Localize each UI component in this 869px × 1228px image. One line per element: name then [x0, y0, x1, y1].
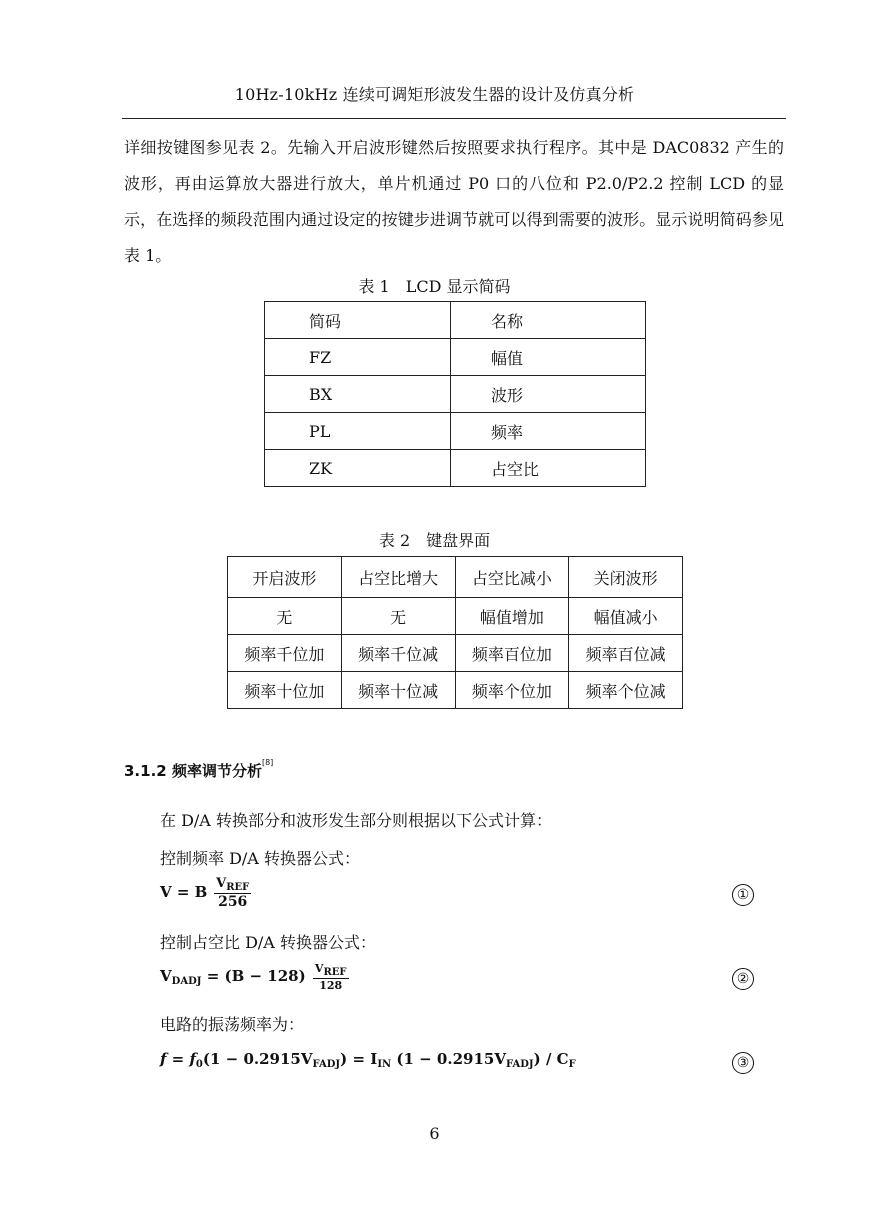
table1-caption: 表 1 LCD 显示简码: [358, 277, 511, 296]
table-cell: 频率百位减: [569, 635, 683, 672]
fraction: [313, 962, 349, 992]
subscript: F: [568, 1059, 576, 1070]
text-line: 在 D/A 转换部分和波形发生部分则根据以下公式计算：: [160, 811, 552, 830]
formula-3: [160, 1050, 576, 1070]
numerator: [313, 962, 349, 979]
table-cell: 频率千位减: [341, 635, 455, 672]
table-row: [265, 339, 646, 376]
section-title: 频率调节分析: [171, 762, 262, 780]
table-cell: 占空比: [451, 450, 646, 487]
subscript: DADJ: [171, 976, 202, 987]
table-row: [228, 557, 683, 598]
section-number: 3.1.2: [124, 762, 167, 780]
table-row: [265, 376, 646, 413]
table-cell: 频率百位加: [455, 635, 569, 672]
formula-text: ) / C: [533, 1050, 569, 1068]
table-cell: FZ: [265, 339, 451, 376]
formula-text: V: [216, 876, 227, 891]
page-number: 6: [429, 1124, 440, 1143]
fraction: [214, 876, 251, 910]
table-row: [228, 672, 683, 709]
table-cell: BX: [265, 376, 451, 413]
table-cell: 频率十位减: [341, 672, 455, 709]
table-cell: ZK: [265, 450, 451, 487]
equation-marker: ③: [732, 1052, 754, 1074]
formula-text: = (B − 128): [201, 967, 311, 985]
table-cell: 幅值增加: [455, 598, 569, 635]
formula-text: ) = I: [340, 1050, 378, 1068]
table-row: [265, 450, 646, 487]
table-cell: 幅值减小: [569, 598, 683, 635]
formula-1: [160, 876, 251, 910]
text-line: 控制频率 D/A 转换器公式：: [160, 849, 360, 868]
table-row: [265, 413, 646, 450]
table-cell: 占空比增大: [341, 557, 455, 598]
table-cell: 波形: [451, 376, 646, 413]
table-cell: 关闭波形: [569, 557, 683, 598]
table1-lcd-codes: [264, 301, 646, 487]
equation-marker: ②: [732, 968, 754, 990]
table-cell: PL: [265, 413, 451, 450]
equation-marker: ①: [732, 884, 754, 906]
table-cell: 频率千位加: [228, 635, 342, 672]
table-cell: 频率: [451, 413, 646, 450]
section-heading: [124, 760, 273, 781]
formula-text: V: [160, 967, 172, 985]
subscript: 0: [195, 1059, 203, 1070]
table-cell: 幅值: [451, 339, 646, 376]
formula-text: V: [314, 962, 324, 975]
intro-paragraph: 详细按键图参见表 2。先输入开启波形键然后按照要求执行程序。其中是 DAC0832 产生的波形，再由运算放大器进行放大，单片机通过 P0 口的八位和 P2.0/P2.2 控制 LCD 的显示，在选择的频段范围内通过设定的按键步进调节就可以得到需要的波形。显示说明简码参见表 1。: [124, 138, 784, 265]
table-cell: 开启波形: [228, 557, 342, 598]
formula-2: [160, 962, 349, 992]
table2-caption: 表 2 键盘界面: [378, 531, 491, 550]
table-row: [265, 302, 646, 339]
table-cell: 频率个位加: [455, 672, 569, 709]
header-rule: [122, 118, 786, 119]
formula-text: (1 − 0.2915V: [202, 1050, 313, 1068]
table-cell: 名称: [451, 302, 646, 339]
numerator: [214, 876, 251, 894]
page-header: 10Hz-10kHz 连续可调矩形波发生器的设计及仿真分析: [234, 85, 635, 104]
table-cell: 无: [341, 598, 455, 635]
table-row: [228, 635, 683, 672]
formula-text: V = B: [160, 883, 208, 901]
table-cell: 简码: [265, 302, 451, 339]
table-cell: 频率十位加: [228, 672, 342, 709]
denominator: 256: [218, 894, 248, 910]
text-line: 电路的振荡频率为：: [160, 1015, 305, 1034]
subscript: FADJ: [312, 1059, 341, 1070]
table-row: [228, 598, 683, 635]
text-line: 控制占空比 D/A 转换器公式：: [160, 933, 376, 952]
table-cell: 占空比减小: [455, 557, 569, 598]
formula-text: (1 − 0.2915V: [391, 1050, 506, 1068]
subscript: REF: [226, 882, 250, 893]
subscript: FADJ: [505, 1059, 534, 1070]
table-cell: 频率个位减: [569, 672, 683, 709]
denominator: 128: [319, 979, 343, 992]
citation-ref: [8]: [261, 758, 274, 767]
subscript: IN: [377, 1059, 392, 1070]
subscript: REF: [323, 967, 347, 978]
table-cell: 无: [228, 598, 342, 635]
formula-text: f = f: [160, 1050, 196, 1068]
table2-keyboard: [227, 556, 683, 709]
